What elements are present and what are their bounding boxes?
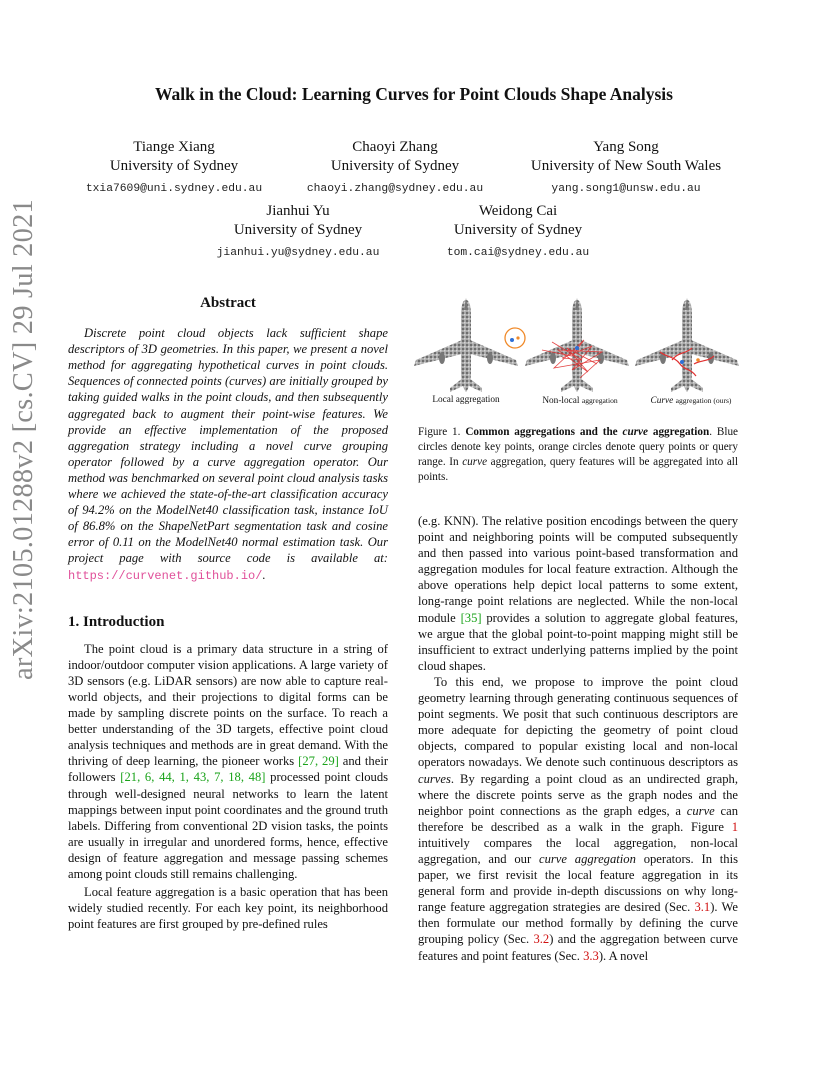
author-name: Yang Song <box>593 139 659 155</box>
author-affiliation: University of Sydney <box>109 158 239 174</box>
author-affiliation: University of Sydney <box>233 222 363 238</box>
section-reference[interactable]: 3.2 <box>533 932 550 947</box>
abstract-heading: Abstract <box>200 295 256 311</box>
author-email[interactable]: yang.song1@unsw.edu.au <box>551 183 701 195</box>
author-name: Chaoyi Zhang <box>352 139 438 155</box>
body-paragraph: (e.g. KNN). The relative position encodings between the query point and neighboring points will be computed subsequently and then passed into various point-based transformation and aggregation modules for local feature extraction. Although the above operations help depict local patterns to some extent, long-range point relations are neglected. While the non-local module [35] provides a solution to aggregate global features, we argue that the global point-to-point mapping might still be insufficient to extract underlying patterns implied by the point cloud shapes. <box>418 514 738 673</box>
author-block <box>64 138 284 199</box>
citation[interactable]: [35] <box>460 610 482 625</box>
author-affiliation: University of Sydney <box>453 222 583 238</box>
author-block <box>408 202 628 263</box>
right-column <box>418 513 738 964</box>
citation[interactable]: [27, 29] <box>298 754 339 769</box>
key-point <box>510 338 514 342</box>
author-block <box>284 138 506 199</box>
author-name: Tiange Xiang <box>133 139 215 155</box>
author-block <box>188 202 408 263</box>
arxiv-side-tag: arXiv:2105.01288v2 [cs.CV] 29 Jul 2021 <box>8 199 39 680</box>
body-paragraph: To this end, we propose to improve the point cloud geometry learning through generating continuous sequences of point segments. We posit that such continuous descriptors are more adequate for depicting the geometry of point cloud objects, compared to popular existing local and non-local operators nowadays. We denote such continuous descriptors as curves. By regarding a point cloud as an undirected graph, where the discrete points serve as the graph nodes and the neighbor point connections as the graph edges, a curve can therefore be described as a walk in the graph. Figure 1 intuitively compares the local aggregation, non-local aggregation, and our curve aggregation operators. In this paper, we first revisit the local feature aggregation in its general form and provide in-depth discussions on why long-range feature aggregation strategies are desired (Sec. 3.1). We then formulate our method formally by defining the curve grouping policy (Sec. 3.2) and the aggregation between curve features and point features (Sec. 3.3). A novel <box>418 674 739 963</box>
author-name: Weidong Cai <box>478 203 558 219</box>
author-name: Jianhui Yu <box>266 203 330 219</box>
author-email[interactable]: chaoyi.zhang@sydney.edu.au <box>306 183 484 195</box>
figure-1 <box>412 290 742 420</box>
intro-paragraph: The point cloud is a primary data structure in a string of indoor/outdoor computer vision applications. A large variety of 3D sensors (e.g. LiDAR sensors) are now able to capture real-world objects, and their projections to digital forms can be made by sampling discrete points on the surface. To reach a better understanding of the 3D targets, effective point cloud analysis techniques and methods are in great demand. With the thriving of deep learning, the pioneer works [27, 29] and their followers [21, 6, 44, 1, 43, 7, 18, 48] processed point clouds through well-designed neural networks to learn the latent mappings between input point coordinates and the ground truth labels. Differing from conventional 2D vision tasks, the points are usually in irregular and unordered forms, hence, effective design of feature aggregation and message passing schemes among point clouds still remains challenging. <box>68 641 389 881</box>
figure-caption: Figure 1. Common aggregations and the curve aggregation. Blue circles denote key points, orange circles denote query points or query range. In curve aggregation, query features will be aggregated into all points. <box>418 426 739 483</box>
intro-paragraph: Local feature aggregation is a basic operation that has been widely studied recently. For each key point, its neighborhood point features are first grouped by pre-defined rules <box>68 885 388 932</box>
nonlocal-aggregation-plane <box>525 298 629 392</box>
curve-aggregation-plane <box>635 298 739 392</box>
section-heading: 1. Introduction <box>68 613 165 630</box>
query-range-circle <box>505 328 525 348</box>
author-block <box>510 138 742 199</box>
author-email[interactable]: jianhui.yu@sydney.edu.au <box>216 247 380 259</box>
citation[interactable]: [21, 6, 44, 1, 43, 7, 18, 48] <box>120 770 266 785</box>
section-reference[interactable]: 3.3 <box>583 948 599 963</box>
left-column <box>68 295 388 932</box>
paper-title: Walk in the Cloud: Learning Curves for Point Clouds Shape Analysis <box>155 84 673 104</box>
abstract-text: Discrete point cloud objects lack sufficient shape descriptors of 3D geometries. In this paper, we present a novel method for aggregating hypothetical curves in point clouds. Sequences of connected points (curves) are initially grouped by taking guided walks in the point clouds, and then subsequently aggregated back to augment their point-wise features. We provide an effective implementation of the proposed aggregation strategy including a novel curve grouping operator followed by a curve aggregation operator. Our method was benchmarked on several point cloud analysis tasks where we achieved the state-of-the-art classification accuracy of 94.2% on the ModelNet40 classification task, instance IoU of 86.8% on the ShapeNetPart segmentation task and cosine error of 0.11 on the ModelNet40 normal estimation task. Our project page with source code is available at: https://curvenet.github.io/. <box>68 326 388 583</box>
author-email[interactable]: tom.cai@sydney.edu.au <box>446 247 590 259</box>
project-link[interactable]: https://curvenet.github.io/ <box>68 568 263 583</box>
figure-label-nonlocal: Non-local aggregation <box>542 396 618 406</box>
figure-label-local: Local aggregation <box>432 395 500 405</box>
figure-reference[interactable]: 1 <box>731 819 738 834</box>
figure-label-curve: Curve aggregation (ours) <box>650 396 732 406</box>
author-affiliation: University of Sydney <box>330 158 460 174</box>
section-reference[interactable]: 3.1 <box>694 900 711 915</box>
author-email[interactable]: txia7609@uni.sydney.edu.au <box>85 183 263 195</box>
author-affiliation: University of New South Wales <box>530 158 722 174</box>
local-aggregation-plane <box>414 298 518 392</box>
